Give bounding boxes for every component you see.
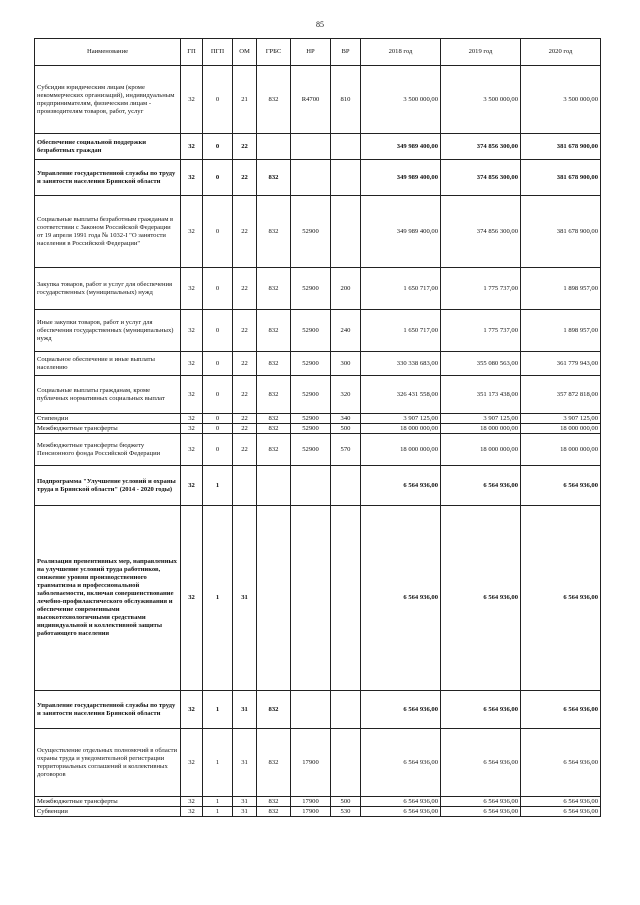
cell-2019: 355 080 563,00 — [441, 352, 521, 376]
cell-pgp: 0 — [203, 134, 233, 160]
cell-2019: 6 564 936,00 — [441, 797, 521, 807]
cell-om: 22 — [233, 434, 257, 466]
cell-gp: 32 — [181, 797, 203, 807]
cell-nr: 52900 — [291, 376, 331, 414]
table-row — [35, 160, 601, 196]
cell-pgp: 0 — [203, 310, 233, 352]
cell-2020: 6 564 936,00 — [521, 466, 601, 506]
cell-name: Субвенции — [35, 807, 181, 817]
cell-2018: 6 564 936,00 — [361, 691, 441, 729]
cell-nr — [291, 506, 331, 691]
cell-nr: 52900 — [291, 196, 331, 268]
table-row — [35, 352, 601, 376]
cell-nr: R4700 — [291, 66, 331, 134]
table-row — [35, 424, 601, 434]
cell-nr — [291, 691, 331, 729]
cell-om: 22 — [233, 160, 257, 196]
cell-grbs: 832 — [257, 424, 291, 434]
cell-nr: 17900 — [291, 807, 331, 817]
cell-gp: 32 — [181, 466, 203, 506]
cell-2018: 1 650 717,00 — [361, 310, 441, 352]
cell-2020: 18 000 000,00 — [521, 434, 601, 466]
cell-2020: 361 779 943,00 — [521, 352, 601, 376]
cell-2020: 1 898 957,00 — [521, 310, 601, 352]
header-2019: 2019 год — [441, 39, 521, 66]
cell-gp: 32 — [181, 414, 203, 424]
cell-2018: 330 338 683,00 — [361, 352, 441, 376]
cell-om: 31 — [233, 807, 257, 817]
cell-name: Межбюджетные трансферты бюджету Пенсионного фонда Российской Федерации — [35, 434, 181, 466]
cell-2019: 6 564 936,00 — [441, 807, 521, 817]
cell-om: 21 — [233, 66, 257, 134]
cell-vr: 240 — [331, 310, 361, 352]
cell-grbs: 832 — [257, 729, 291, 797]
cell-grbs: 832 — [257, 414, 291, 424]
cell-vr — [331, 196, 361, 268]
table-row — [35, 466, 601, 506]
cell-om: 22 — [233, 414, 257, 424]
table-row — [35, 268, 601, 310]
header-2020: 2020 год — [521, 39, 601, 66]
cell-2018: 349 989 400,00 — [361, 134, 441, 160]
cell-name: Обеспечение социальной поддержки безработных граждан — [35, 134, 181, 160]
cell-2018: 326 431 558,00 — [361, 376, 441, 414]
table-row — [35, 310, 601, 352]
cell-grbs: 832 — [257, 691, 291, 729]
cell-2019: 1 775 737,00 — [441, 268, 521, 310]
cell-2018: 18 000 000,00 — [361, 424, 441, 434]
cell-pgp: 1 — [203, 797, 233, 807]
page-number: 85 — [316, 20, 324, 29]
cell-2018: 3 907 125,00 — [361, 414, 441, 424]
cell-vr: 570 — [331, 434, 361, 466]
cell-vr: 200 — [331, 268, 361, 310]
cell-nr: 17900 — [291, 797, 331, 807]
cell-2019: 1 775 737,00 — [441, 310, 521, 352]
cell-grbs: 832 — [257, 352, 291, 376]
cell-2018: 1 650 717,00 — [361, 268, 441, 310]
budget-table — [34, 38, 601, 817]
cell-pgp: 0 — [203, 376, 233, 414]
cell-grbs: 832 — [257, 160, 291, 196]
cell-vr: 500 — [331, 797, 361, 807]
header-vr: ВР — [331, 39, 361, 66]
cell-gp: 32 — [181, 434, 203, 466]
cell-2020: 357 872 818,00 — [521, 376, 601, 414]
cell-name: Социальные выплаты гражданам, кроме публичных нормативных социальных выплат — [35, 376, 181, 414]
cell-2018: 6 564 936,00 — [361, 807, 441, 817]
cell-2020: 6 564 936,00 — [521, 729, 601, 797]
table-row — [35, 414, 601, 424]
cell-nr: 52900 — [291, 424, 331, 434]
cell-2019: 18 000 000,00 — [441, 424, 521, 434]
cell-name: Управление государственной службы по труду и занятости населения Брянской области — [35, 691, 181, 729]
cell-om: 31 — [233, 506, 257, 691]
table-row — [35, 729, 601, 797]
cell-nr: 52900 — [291, 352, 331, 376]
cell-2020: 6 564 936,00 — [521, 797, 601, 807]
cell-name: Иные закупки товаров, работ и услуг для обеспечения государственных (муниципальных) нужд — [35, 310, 181, 352]
table-body — [35, 66, 601, 817]
cell-grbs: 832 — [257, 66, 291, 134]
cell-gp: 32 — [181, 268, 203, 310]
cell-2019: 374 856 300,00 — [441, 196, 521, 268]
table-row — [35, 506, 601, 691]
cell-vr — [331, 160, 361, 196]
cell-2020: 6 564 936,00 — [521, 807, 601, 817]
cell-name: Реализация превентивных мер, направленных на улучшение условий труда работников, снижение уровня производственного травматизма и профессиональной заболеваемости, включая совершенствование лечебно-профилактического обслуживания и обеспечение современными высокотехнологичными средствами индивидуальной и коллективной защиты работающего населения — [35, 506, 181, 691]
cell-nr: 52900 — [291, 414, 331, 424]
cell-grbs: 832 — [257, 376, 291, 414]
cell-pgp: 0 — [203, 414, 233, 424]
cell-grbs: 832 — [257, 310, 291, 352]
cell-vr — [331, 134, 361, 160]
cell-pgp: 0 — [203, 268, 233, 310]
cell-name: Субсидии юридическим лицам (кроме некоммерческих организаций), индивидуальным предпринимателям, физическим лицам - производителям товаров, работ, услуг — [35, 66, 181, 134]
cell-nr — [291, 160, 331, 196]
cell-grbs: 832 — [257, 797, 291, 807]
cell-2020: 6 564 936,00 — [521, 506, 601, 691]
cell-name: Социальные выплаты безработным гражданам в соответствии с Законом Российской Федерации от 19 апреля 1991 года № 1032-I "О занятости населения в Российской Федерации" — [35, 196, 181, 268]
cell-name: Межбюджетные трансферты — [35, 424, 181, 434]
cell-2020: 3 907 125,00 — [521, 414, 601, 424]
cell-2018: 349 989 400,00 — [361, 160, 441, 196]
cell-nr — [291, 466, 331, 506]
cell-2019: 6 564 936,00 — [441, 729, 521, 797]
cell-om: 31 — [233, 797, 257, 807]
cell-2019: 3 907 125,00 — [441, 414, 521, 424]
cell-gp: 32 — [181, 134, 203, 160]
cell-om: 31 — [233, 691, 257, 729]
cell-gp: 32 — [181, 352, 203, 376]
cell-gp: 32 — [181, 66, 203, 134]
cell-2019: 3 500 000,00 — [441, 66, 521, 134]
cell-gp: 32 — [181, 807, 203, 817]
cell-vr: 300 — [331, 352, 361, 376]
cell-om: 31 — [233, 729, 257, 797]
cell-vr: 320 — [331, 376, 361, 414]
table-row — [35, 66, 601, 134]
cell-2018: 18 000 000,00 — [361, 434, 441, 466]
cell-om: 22 — [233, 310, 257, 352]
header-2018: 2018 год — [361, 39, 441, 66]
cell-2019: 18 000 000,00 — [441, 434, 521, 466]
cell-pgp: 1 — [203, 466, 233, 506]
cell-2019: 6 564 936,00 — [441, 466, 521, 506]
cell-2018: 6 564 936,00 — [361, 729, 441, 797]
cell-om: 22 — [233, 134, 257, 160]
cell-vr: 340 — [331, 414, 361, 424]
cell-pgp: 1 — [203, 691, 233, 729]
cell-name: Межбюджетные трансферты — [35, 797, 181, 807]
cell-vr — [331, 506, 361, 691]
cell-gp: 32 — [181, 160, 203, 196]
cell-2019: 6 564 936,00 — [441, 691, 521, 729]
cell-pgp: 0 — [203, 434, 233, 466]
cell-2018: 3 500 000,00 — [361, 66, 441, 134]
cell-2020: 6 564 936,00 — [521, 691, 601, 729]
cell-2018: 349 989 400,00 — [361, 196, 441, 268]
table-row — [35, 691, 601, 729]
cell-2020: 381 678 900,00 — [521, 196, 601, 268]
cell-pgp: 0 — [203, 424, 233, 434]
cell-om: 22 — [233, 376, 257, 414]
cell-2019: 6 564 936,00 — [441, 506, 521, 691]
cell-name: Управление государственной службы по труду и занятости населения Брянской области — [35, 160, 181, 196]
cell-pgp: 0 — [203, 352, 233, 376]
cell-2020: 381 678 900,00 — [521, 134, 601, 160]
cell-nr: 52900 — [291, 268, 331, 310]
table-row — [35, 797, 601, 807]
cell-gp: 32 — [181, 196, 203, 268]
cell-vr — [331, 691, 361, 729]
header-pgp: ПГП — [203, 39, 233, 66]
table-row — [35, 807, 601, 817]
cell-vr: 810 — [331, 66, 361, 134]
cell-om: 22 — [233, 424, 257, 434]
cell-grbs — [257, 466, 291, 506]
cell-name: Подпрограмма "Улучшение условий и охраны труда в Брянской области" (2014 - 2020 годы) — [35, 466, 181, 506]
cell-gp: 32 — [181, 376, 203, 414]
cell-vr: 500 — [331, 424, 361, 434]
cell-gp: 32 — [181, 729, 203, 797]
cell-2019: 351 173 438,00 — [441, 376, 521, 414]
cell-2018: 6 564 936,00 — [361, 797, 441, 807]
cell-vr — [331, 729, 361, 797]
cell-name: Осуществление отдельных полномочий в области охраны труда и уведомительной регистрации территориальных соглашений и коллективных договоров — [35, 729, 181, 797]
header-row — [35, 39, 601, 66]
cell-pgp: 0 — [203, 66, 233, 134]
cell-grbs: 832 — [257, 196, 291, 268]
cell-om: 22 — [233, 352, 257, 376]
header-gp: ГП — [181, 39, 203, 66]
cell-nr: 17900 — [291, 729, 331, 797]
cell-pgp: 1 — [203, 506, 233, 691]
table-row — [35, 196, 601, 268]
cell-grbs: 832 — [257, 268, 291, 310]
cell-2018: 6 564 936,00 — [361, 466, 441, 506]
cell-pgp: 1 — [203, 729, 233, 797]
cell-2019: 374 856 300,00 — [441, 134, 521, 160]
cell-om — [233, 466, 257, 506]
cell-gp: 32 — [181, 691, 203, 729]
cell-om: 22 — [233, 196, 257, 268]
cell-gp: 32 — [181, 506, 203, 691]
cell-pgp: 1 — [203, 807, 233, 817]
table-row — [35, 434, 601, 466]
cell-2020: 3 500 000,00 — [521, 66, 601, 134]
header-name: Наименование — [35, 39, 181, 66]
cell-2018: 6 564 936,00 — [361, 506, 441, 691]
cell-name: Социальное обеспечение и иные выплаты населению — [35, 352, 181, 376]
cell-2020: 18 000 000,00 — [521, 424, 601, 434]
cell-grbs: 832 — [257, 434, 291, 466]
cell-gp: 32 — [181, 310, 203, 352]
cell-name: Стипендии — [35, 414, 181, 424]
cell-nr: 52900 — [291, 310, 331, 352]
cell-vr — [331, 466, 361, 506]
cell-vr: 530 — [331, 807, 361, 817]
header-grbs: ГРБС — [257, 39, 291, 66]
cell-grbs — [257, 506, 291, 691]
table-row — [35, 134, 601, 160]
cell-2020: 381 678 900,00 — [521, 160, 601, 196]
cell-2020: 1 898 957,00 — [521, 268, 601, 310]
header-nr: НР — [291, 39, 331, 66]
cell-nr — [291, 134, 331, 160]
cell-name: Закупка товаров, работ и услуг для обеспечения государственных (муниципальных) нужд — [35, 268, 181, 310]
cell-nr: 52900 — [291, 434, 331, 466]
cell-gp: 32 — [181, 424, 203, 434]
table-row — [35, 376, 601, 414]
cell-om: 22 — [233, 268, 257, 310]
cell-pgp: 0 — [203, 196, 233, 268]
header-om: ОМ — [233, 39, 257, 66]
cell-2019: 374 856 300,00 — [441, 160, 521, 196]
cell-pgp: 0 — [203, 160, 233, 196]
cell-grbs — [257, 134, 291, 160]
cell-grbs: 832 — [257, 807, 291, 817]
